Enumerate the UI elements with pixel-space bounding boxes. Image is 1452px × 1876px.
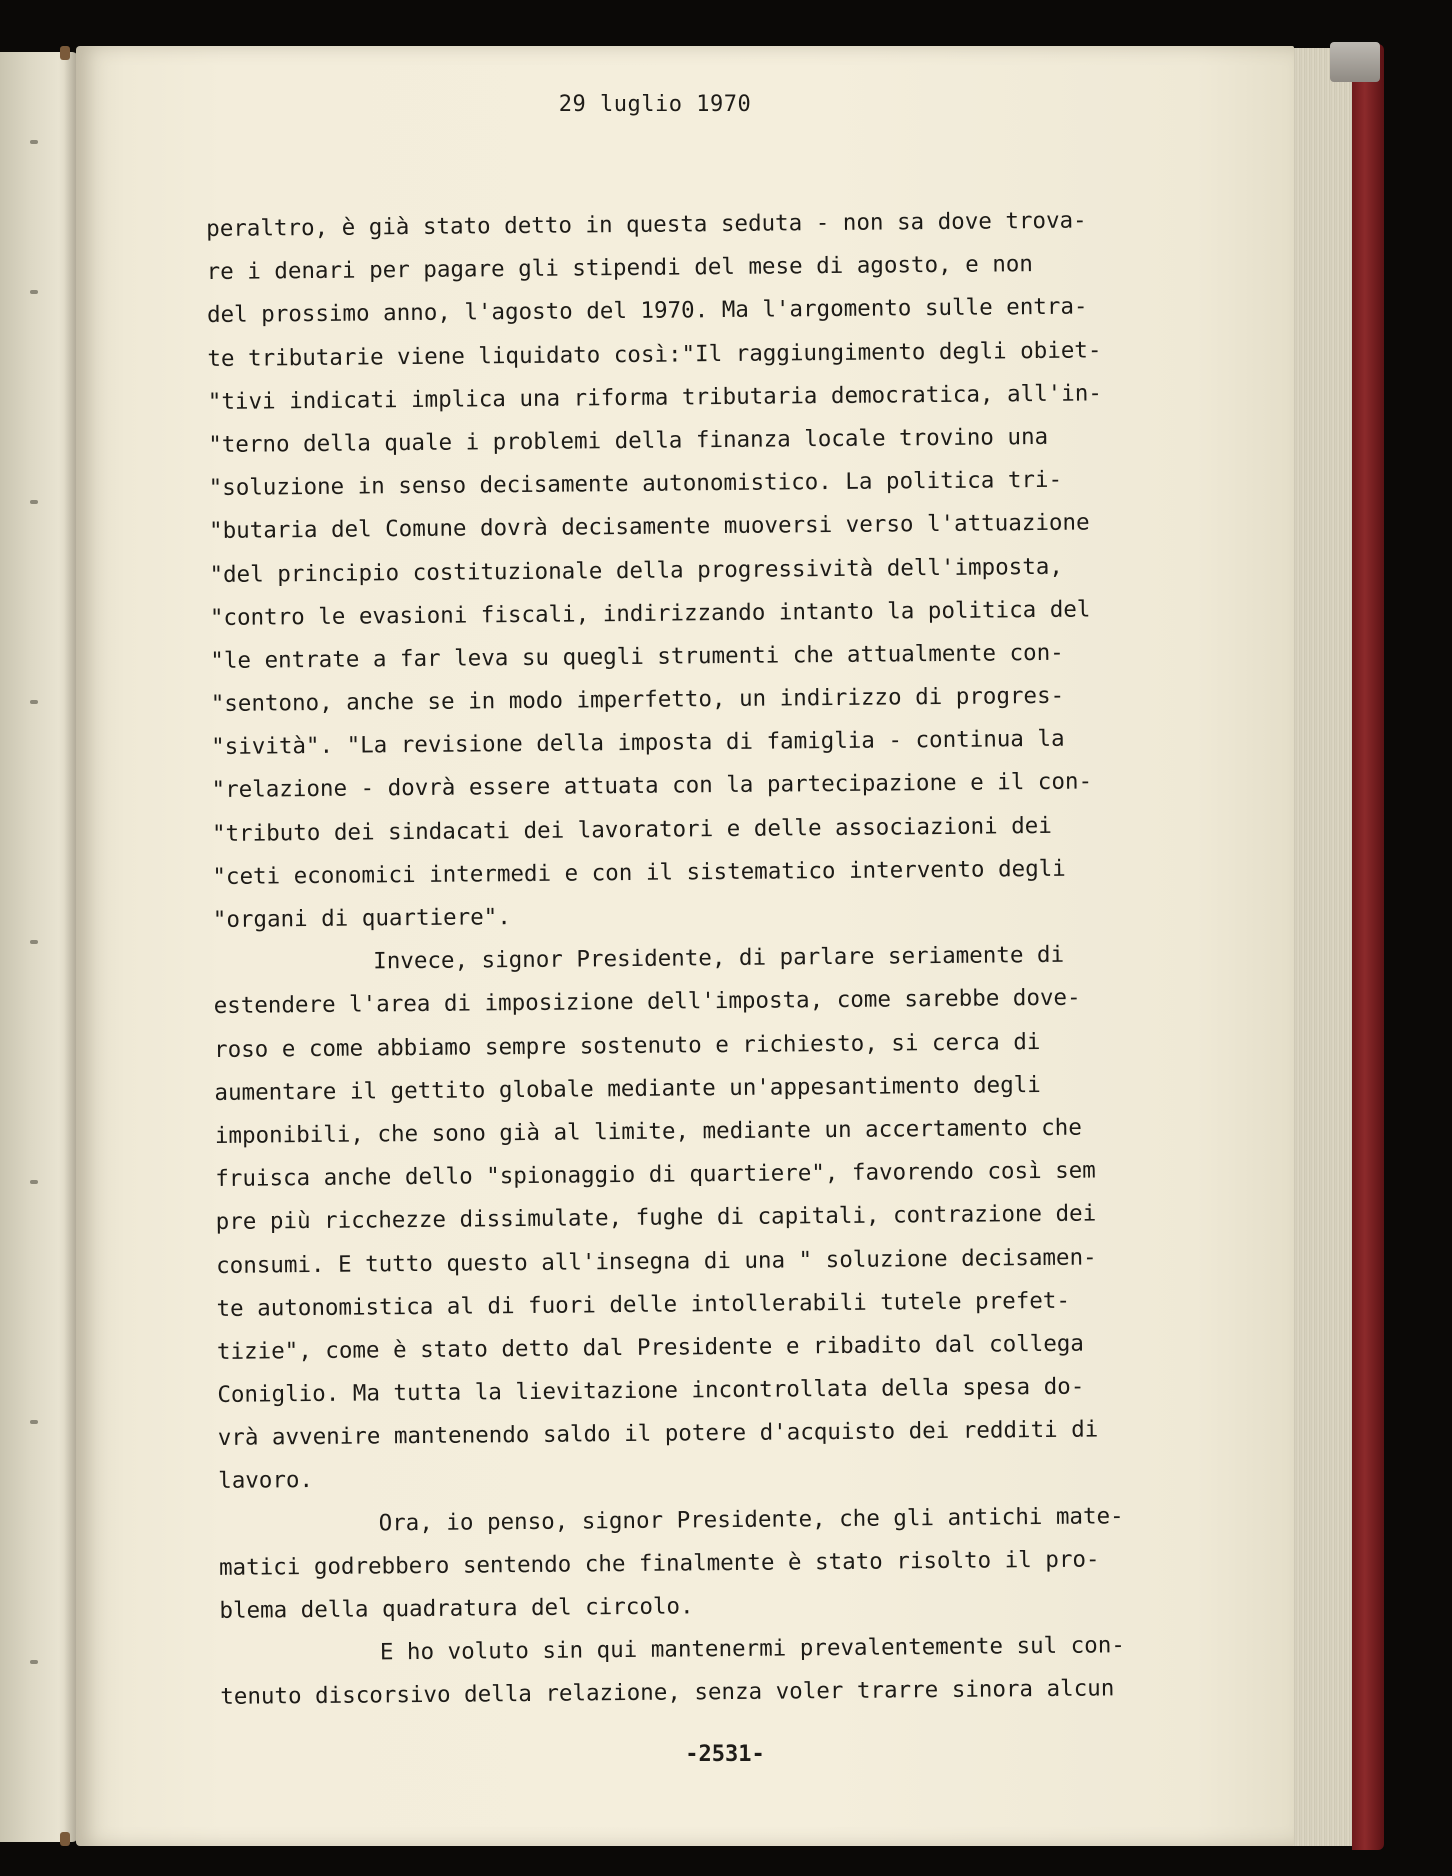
text-line: pre più ricchezze dissimulate, fughe di capitali, contrazione dei <box>215 1200 1097 1236</box>
text-line: "tributo dei sindacati dei lavoratori e delle associazioni dei <box>211 812 1052 847</box>
text-line: "butaria del Comune dovrà decisamente muoversi verso l'attuazione <box>208 509 1090 545</box>
book-cover <box>1352 44 1384 1850</box>
text-line: aumentare il gettito globale mediante un'appesantimento degli <box>214 1071 1041 1106</box>
text-line: "relazione - dovrà essere attuata con la partecipazione e il con- <box>211 768 1093 804</box>
binder-ring-top <box>60 46 70 60</box>
text-line: "sentono, anche se in modo imperfetto, un indirizzo di progres- <box>210 682 1065 718</box>
text-line: "le entrate a far leva su quegli strumenti che attualmente con- <box>210 639 1064 674</box>
punch-mark <box>30 140 38 144</box>
punch-mark <box>30 500 38 504</box>
text-line: tenuto discorsivo della relazione, senza voler trarre sinora alcun <box>220 1675 1115 1711</box>
binder-ring-bottom <box>60 1832 70 1846</box>
text-line: matici godrebbero sentendo che finalmente è stato risolto il pro- <box>218 1546 1100 1581</box>
text-line: Coniglio. Ma tutta la lievitazione incontrollata della spesa do- <box>217 1373 1085 1409</box>
text-line: vrà avvenire mantenendo saldo il potere d'acquisto dei redditi di <box>217 1416 1099 1452</box>
text-line: peraltro, è già stato detto in questa seduta - non sa dove trova- <box>206 207 1087 242</box>
text-line: "sività". "La revisione della imposta di famiglia - continua la <box>211 726 1065 761</box>
text-line: "soluzione in senso decisamente autonomistico. La politica tri- <box>208 466 1063 502</box>
cover-corner <box>1330 42 1380 82</box>
text-line: "del principio costituzionale della progressività dell'imposta, <box>209 553 1064 588</box>
punch-mark <box>30 1420 38 1424</box>
punch-mark <box>30 940 38 944</box>
text-line: "terno della quale i problemi della finanza locale trovino una <box>208 423 1049 458</box>
body-text <box>206 198 1210 1719</box>
page-stack-edge <box>1290 48 1356 1846</box>
text-line: Invece, signor Presidente, di parlare seriamente di <box>373 941 1065 975</box>
text-line: imponibili, che sono già al limite, mediante un accertamento che <box>214 1114 1082 1149</box>
text-line: fruisca anche dello "spionaggio di quartiere", favorendo così sem <box>215 1157 1096 1193</box>
text-line: del prossimo anno, l'agosto del 1970. Ma l'argomento sulle entra- <box>206 293 1088 329</box>
text-line: consumi. E tutto questo all'insegna di una " soluzione decisamen- <box>216 1243 1097 1279</box>
page-number: -2531- <box>685 1742 765 1767</box>
text-line: roso e come abbiamo sempre sostenuto e richiesto, si cerca di <box>213 1028 1041 1063</box>
punch-mark <box>30 1180 38 1184</box>
text-line: "tivi indicati implica una riforma tributaria democratica, all'in- <box>207 380 1102 415</box>
text-line: te tributarie viene liquidato così:"Il raggiungimento degli obiet- <box>207 336 1102 372</box>
text-line: "contro le evasioni fiscali, indirizzando intanto la politica del <box>209 596 1091 631</box>
page-header-date: 29 luglio 1970 <box>558 92 752 117</box>
text-line: "ceti economici intermedi e con il sistematico intervento degli <box>212 855 1066 890</box>
punch-mark <box>30 1660 38 1664</box>
text-line: estendere l'area di imposizione dell'imposta, come sarebbe dove- <box>213 985 1081 1020</box>
text-line: Ora, io penso, signor Presidente, che gli antichi mate- <box>378 1502 1124 1537</box>
text-line: te autonomistica al di fuori delle intollerabili tutele prefet- <box>216 1287 1071 1322</box>
text-line: re i denari per pagare gli stipendi del mese di agosto, e non <box>206 251 1034 286</box>
text-line: "organi di quartiere". <box>212 904 511 933</box>
text-line: blema della quadratura del circolo. <box>219 1593 694 1624</box>
punch-mark <box>30 290 38 294</box>
text-line: lavoro. <box>218 1467 314 1495</box>
text-line: E ho voluto sin qui mantenermi prevalentemente sul con- <box>379 1632 1126 1666</box>
text-line: tizie", come è stato detto dal Presidente e ribadito dal collega <box>216 1330 1085 1365</box>
punch-mark <box>30 700 38 704</box>
